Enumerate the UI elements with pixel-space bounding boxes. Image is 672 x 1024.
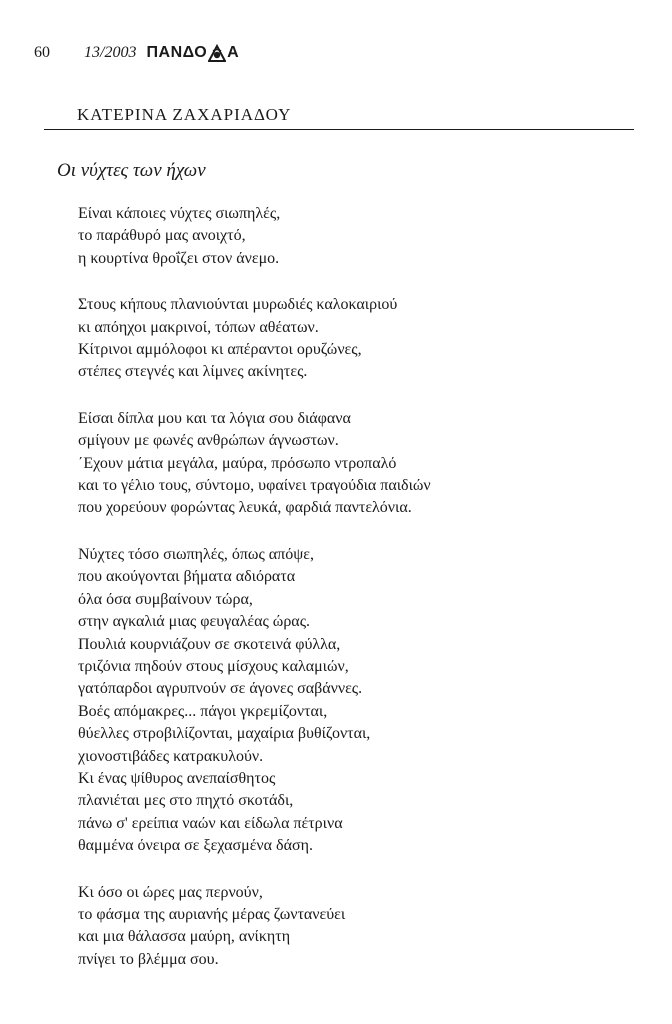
- poem-line: όλα όσα συμβαίνουν τώρα,: [78, 590, 253, 608]
- poem-line: Στους κήπους πλανιούνται μυρωδιές καλοκαιριού: [78, 296, 398, 314]
- journal-logo-right: Α: [227, 44, 240, 61]
- poem-line: Κίτρινοι αμμόλοφοι κι απέραντοι ορυζώνες,: [78, 341, 362, 359]
- poem-line: που χορεύουν φορώντας λευκά, φαρδιά παντελόνια.: [78, 499, 412, 517]
- poem-title: Οι νύχτες των ήχων: [57, 160, 206, 181]
- poem-line: Είσαι δίπλα μου και τα λόγια σου διάφανα: [78, 409, 351, 427]
- poem-line: στέπες στεγνές και λίμνες ακίνητες.: [78, 363, 308, 381]
- poem-body: [78, 203, 638, 995]
- poem-line: τριζόνια πηδούν στους μίσχους καλαμιών,: [78, 657, 349, 675]
- poem-line: και το γέλιο τους, σύντομο, υφαίνει τραγούδια παιδιών: [78, 477, 431, 495]
- poem-line: θύελλες στροβιλίζονται, μαχαίρια βυθίζονται,: [78, 725, 371, 743]
- poem-line: και μια θάλασσα μαύρη, ανίκητη: [78, 928, 291, 946]
- poem-line: το φάσμα της αυριανής μέρας ζωντανεύει: [78, 905, 346, 923]
- poem-line: ΄Εχουν μάτια μεγάλα, μαύρα, πρόσωπο ντροπαλό: [78, 454, 397, 472]
- poem-line: Νύχτες τόσο σιωπηλές, όπως απόψε,: [78, 545, 314, 563]
- poem-line: Είναι κάποιες νύχτες σιωπηλές,: [78, 205, 281, 222]
- poem-line: πνίγει το βλέμμα σου.: [78, 950, 219, 968]
- poem-line: η κουρτίνα θροΐζει στον άνεμο.: [78, 249, 280, 267]
- poem-line: που ακούγονται βήματα αδιόρατα: [78, 568, 296, 586]
- poem-line: Βοές απόμακρες... πάγοι γκρεμίζονται,: [78, 702, 328, 720]
- page-number: 60: [34, 44, 50, 61]
- poem-line: θαμμένα όνειρα σε ξεχασμένα δάση.: [78, 837, 313, 855]
- stanza-1: [78, 203, 638, 270]
- author-heading: [44, 105, 634, 130]
- stanza-2: [78, 294, 638, 384]
- poem-line: Κι ένας ψίθυρος ανεπαίσθητος: [78, 769, 276, 787]
- poem-line: Κι όσο οι ώρες μας περνούν,: [78, 883, 263, 901]
- poem-line: χιονοστιβάδες κατρακυλούν.: [78, 747, 264, 765]
- poem-line: το παράθυρό μας ανοιχτό,: [78, 227, 246, 245]
- stanza-5: [78, 882, 638, 972]
- author-name: ΚΑΤΕΡΙΝΑ ΖΑΧΑΡΙΑΔΟΥ: [77, 105, 292, 124]
- poem-line: πάνω σ' ερείπια ναών και είδωλα πέτρινα: [78, 814, 343, 832]
- header-rule: [44, 129, 634, 130]
- poem-line: στην αγκαλιά μιας φευγαλέας ώρας.: [78, 613, 311, 631]
- stanza-4: [78, 544, 638, 858]
- journal-logo-left: ΠΑΝΔΟ: [146, 44, 208, 61]
- poem-line: γατόπαρδοι αγρυπνούν σε άγονες σαβάννες.: [78, 680, 363, 698]
- issue-number: 13/2003: [84, 44, 137, 61]
- stanza-3: [78, 408, 638, 520]
- pandora-box-icon: [208, 44, 226, 62]
- poem-line: κι απόηχοι μακρινοί, τόπων αθέατων.: [78, 318, 319, 336]
- poem-line: πλανιέται μες στο πηχτό σκοτάδι,: [78, 792, 294, 810]
- journal-logo: [146, 44, 239, 62]
- running-header: [34, 44, 239, 68]
- poem-line: Πουλιά κουρνιάζουν σε σκοτεινά φύλλα,: [78, 635, 341, 653]
- poem-line: σμίγουν με φωνές ανθρώπων άγνωστων.: [78, 432, 339, 450]
